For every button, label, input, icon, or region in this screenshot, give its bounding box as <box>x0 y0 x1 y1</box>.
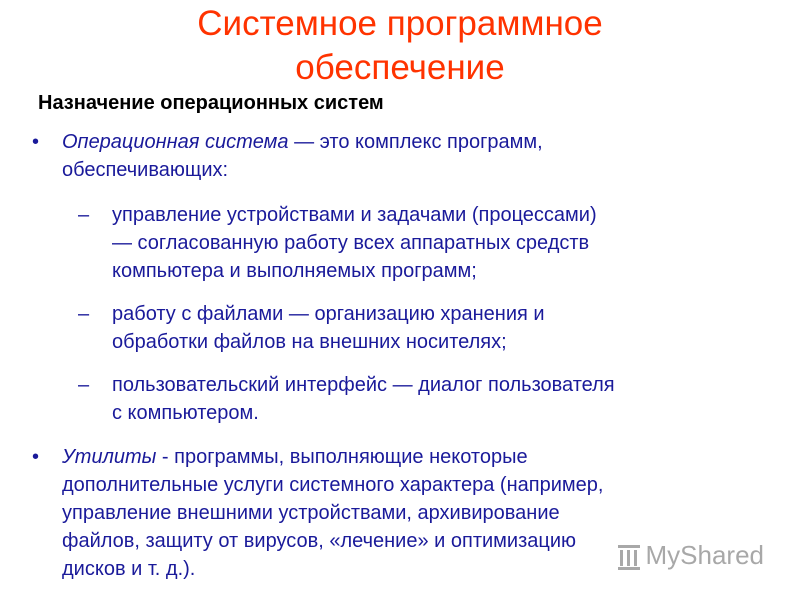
item-line: управление устройствами и задачами (процессами) <box>112 204 597 226</box>
term-operating-system: Операционная система <box>62 131 289 153</box>
item-line: компьютера и выполняемых программ; <box>112 260 477 282</box>
dash-marker: – <box>78 204 90 226</box>
bullet-line: дисков и т. д.). <box>62 558 196 580</box>
bullet-line <box>62 443 800 471</box>
watermark-text: MyShared <box>645 540 764 570</box>
bullet-line: дополнительные услуги системного характера (например, <box>62 474 604 496</box>
title-line-1: Системное программное <box>197 4 603 43</box>
watermark <box>616 540 765 571</box>
item-line: с компьютером. <box>112 402 259 424</box>
bullet-marker: • <box>32 446 40 468</box>
watermark-logo-icon <box>616 541 642 571</box>
term-utilities: Утилиты <box>62 446 157 468</box>
dash-marker: – <box>78 303 90 325</box>
slide-title <box>0 2 800 90</box>
bullet-text: — это комплекс программ, <box>288 131 543 153</box>
bullet-line: файлов, защиту от вирусов, «лечение» и оптимизацию <box>62 530 576 552</box>
item-line: работу с файлами — организацию хранения и <box>112 303 545 325</box>
bullet-line: обеспечивающих: <box>62 159 229 181</box>
bullet-text: - программы, выполняющие некоторые <box>156 446 528 468</box>
item-line: — согласованную работу всех аппаратных средств <box>112 232 590 254</box>
section-heading: Назначение операционных систем <box>38 92 384 114</box>
item-line: пользовательский интерфейс — диалог пользователя <box>112 374 615 396</box>
bullet-line <box>62 128 782 156</box>
dash-marker: – <box>78 374 90 396</box>
title-line-2: обеспечение <box>295 48 505 87</box>
bullet-line: управление внешними устройствами, архивирование <box>62 502 560 524</box>
item-line: обработки файлов на внешних носителях; <box>112 331 507 353</box>
bullet-marker: • <box>32 131 40 153</box>
